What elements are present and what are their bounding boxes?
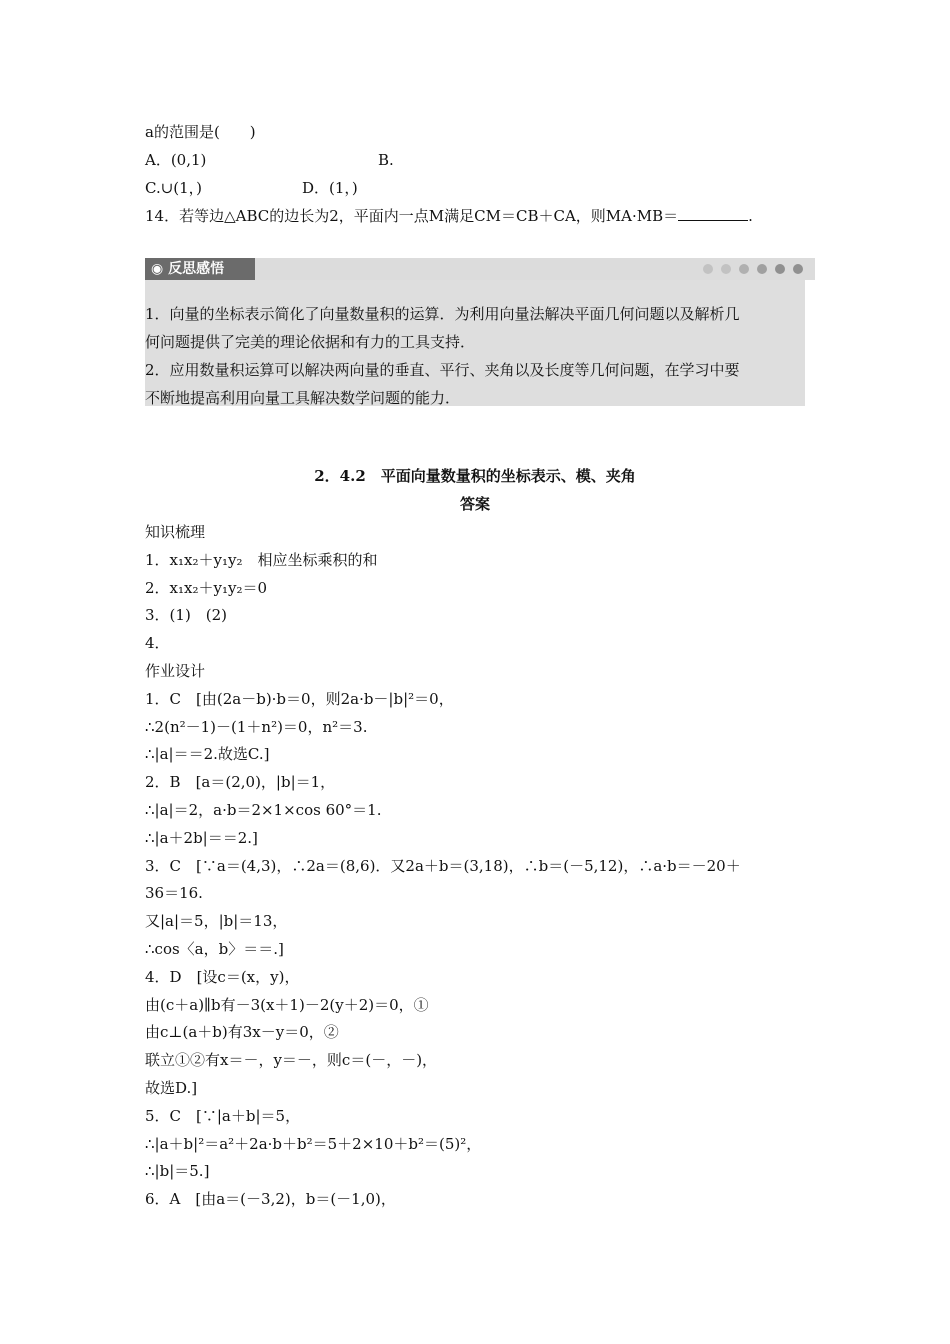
answer-line: ∴|a|＝＝2.故选C.] — [145, 745, 270, 764]
answer-line: 故选D.] — [145, 1079, 198, 1097]
answer-line: ∴|a＋b|²＝a²＋2a·b＋b²＝5＋2×10＋b²＝(5)²， — [145, 1134, 482, 1153]
reflection-title: ◉ 反思感悟 — [145, 258, 255, 280]
answer-blank — [678, 206, 748, 221]
answers-subtitle: 答案 — [459, 495, 490, 513]
answer-line: 1．x₁x₂＋y₁y₂ 相应坐标乘积的和 — [145, 550, 378, 569]
answer-line: 由c⊥(a＋b)有3x－y＝0，② — [145, 1023, 339, 1042]
reflection-p1-line1: 1．向量的坐标表示简化了向量数量积的运算．为利用向量法解决平面几何问题以及解析几 — [145, 305, 740, 323]
answer-line: ∴|b|＝5.] — [145, 1162, 210, 1181]
answer-line: 3．C [∵a＝(4,3)，∴2a＝(8,6)．又2a＋b＝(3,18)，∴b＝(－5,12)，∴a·b＝－20＋ — [145, 856, 741, 875]
answer-line: 作业设计 — [145, 662, 206, 680]
q13-option-a: A．(0,1) — [145, 151, 207, 169]
answer-line: 4． — [145, 634, 170, 653]
answer-line: 由(c＋a)∥b有－3(x＋1)－2(y＋2)＝0，① — [145, 995, 429, 1014]
answer-line: 6．A [由a＝(－3,2)，b＝(－1,0)， — [145, 1190, 396, 1209]
answer-line: 联立①②有x＝－，y＝－，则c＝(－，－)， — [145, 1051, 438, 1070]
q13-option-b: B. — [378, 151, 394, 169]
q14-end: . — [748, 207, 753, 225]
q14-question — [145, 206, 753, 226]
reflection-p2-line2: 不断地提高利用向量工具解决数学问题的能力． — [145, 389, 461, 407]
reflection-box — [145, 280, 805, 406]
dot-icon — [739, 264, 749, 274]
q13-tail: a的范围是( ) — [145, 123, 256, 141]
reflection-p2-line1: 2．应用数量积运算可以解决两向量的垂直、平行、夹角以及长度等几何问题，在学习中要 — [145, 361, 740, 379]
decorative-dots — [703, 264, 803, 274]
q13-option-d: D．(1，) — [302, 179, 358, 197]
answer-line: 36＝16. — [145, 884, 203, 903]
answer-line: ∴2(n²－1)－(1＋n²)＝0，n²＝3. — [145, 717, 368, 736]
answer-line: 又|a|＝5，|b|＝13， — [145, 912, 288, 931]
reflection-banner — [145, 258, 815, 280]
answer-line: 1．C [由(2a－b)·b＝0，则2a·b－|b|²＝0， — [145, 689, 454, 708]
dot-icon — [757, 264, 767, 274]
answer-line: 3．(1) (2) — [145, 606, 228, 625]
reflection-p1-line2: 何问题提供了完美的理论依据和有力的工具支持． — [145, 333, 476, 351]
dot-icon — [793, 264, 803, 274]
answer-line: ∴|a|＝2，a·b＝2×1×cos 60°＝1. — [145, 801, 382, 819]
answer-line: 4．D [设c＝(x，y)， — [145, 967, 300, 986]
answer-line: ∴|a＋2b|＝＝2.] — [145, 828, 258, 847]
dot-icon — [703, 264, 713, 274]
answer-line: ∴cos〈a，b〉＝＝.] — [145, 940, 284, 958]
answers-title: 2．4.2 平面向量数量积的坐标表示、模、夹角 — [314, 467, 636, 485]
dot-icon — [721, 264, 731, 274]
answer-line: 2．x₁x₂＋y₁y₂＝0 — [145, 578, 268, 597]
q13-option-c: C.∪(1，) — [145, 179, 203, 197]
answer-line: 5．C [∵|a＋b|＝5， — [145, 1106, 301, 1125]
answer-line: 2．B [a＝(2,0)，|b|＝1， — [145, 773, 336, 792]
answer-line: 知识梳理 — [145, 523, 206, 541]
dot-icon — [775, 264, 785, 274]
q14-text: 14．若等边△ABC的边长为2，平面内一点M满足CM＝CB＋CA，则MA·MB＝ — [145, 207, 679, 225]
